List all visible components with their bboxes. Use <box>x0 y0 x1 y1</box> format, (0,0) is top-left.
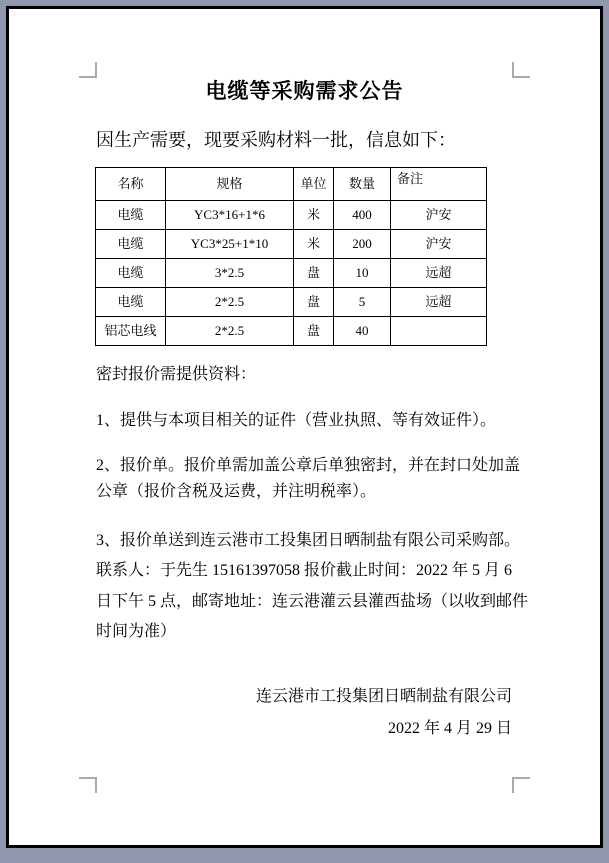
cell-remark: 沪安 <box>391 230 487 259</box>
requirement-item-3-line-3: 日下午 5 点，邮寄地址：连云港灌云县灌西盐场（以收到邮件 <box>96 593 529 610</box>
cell-name: 电缆 <box>96 288 166 317</box>
requirement-item-2-line-1: 2、报价单。报价单需加盖公章后单独密封，并在封口处加盖 <box>96 457 521 474</box>
cell-name: 电缆 <box>96 201 166 230</box>
cell-unit: 盘 <box>294 317 334 346</box>
materials-table <box>95 167 487 346</box>
cell-quantity: 10 <box>334 259 391 288</box>
table-row <box>96 259 487 288</box>
cell-unit: 米 <box>294 201 334 230</box>
crop-mark-top-left-icon <box>79 62 97 78</box>
cell-spec: 3*2.5 <box>166 259 294 288</box>
cell-quantity: 5 <box>334 288 391 317</box>
column-header-quantity: 数量 <box>334 168 391 201</box>
crop-mark-bottom-left-icon <box>79 777 97 793</box>
cell-unit: 盘 <box>294 259 334 288</box>
cell-spec: 2*2.5 <box>166 317 294 346</box>
requirement-item-2-line-2: 公章（报价含税及运费，并注明税率）。 <box>96 483 377 500</box>
document-page <box>6 6 603 848</box>
column-header-name: 名称 <box>96 168 166 201</box>
column-header-unit: 单位 <box>294 168 334 201</box>
page-title: 电缆等采购需求公告 <box>205 79 404 103</box>
cell-quantity: 200 <box>334 230 391 259</box>
requirement-item-3-line-4: 时间为准） <box>96 623 177 640</box>
table-row <box>96 317 487 346</box>
column-header-remark: 备注 <box>391 168 487 201</box>
cell-quantity: 40 <box>334 317 391 346</box>
signature-date: 2022 年 4 月 29 日 <box>387 720 512 737</box>
table-row <box>96 201 487 230</box>
cell-name: 铝芯电线 <box>96 317 166 346</box>
cell-spec: YC3*25+1*10 <box>166 230 294 259</box>
table-row <box>96 230 487 259</box>
requirement-item-1: 1、提供与本项目相关的证件（营业执照、等有效证件）。 <box>96 412 497 429</box>
cell-spec: YC3*16+1*6 <box>166 201 294 230</box>
cell-spec: 2*2.5 <box>166 288 294 317</box>
requirement-item-3-line-1: 3、报价单送到连云港市工投集团日晒制盐有限公司采购部。 <box>96 532 521 549</box>
cell-name: 电缆 <box>96 259 166 288</box>
table-row <box>96 288 487 317</box>
cell-name: 电缆 <box>96 230 166 259</box>
cell-remark: 远超 <box>391 288 487 317</box>
sealed-quote-note: 密封报价需提供资料： <box>96 366 257 383</box>
table-header-row <box>96 168 487 201</box>
cell-unit: 盘 <box>294 288 334 317</box>
cell-remark: 远超 <box>391 259 487 288</box>
intro-paragraph: 因生产需要，现要采购材料一批，信息如下： <box>96 130 456 150</box>
crop-mark-bottom-right-icon <box>512 777 530 793</box>
cell-remark <box>391 317 487 346</box>
cell-quantity: 400 <box>334 201 391 230</box>
column-header-spec: 规格 <box>166 168 294 201</box>
cell-remark: 沪安 <box>391 201 487 230</box>
signature-company: 连云港市工投集团日晒制盐有限公司 <box>255 688 512 705</box>
cell-unit: 米 <box>294 230 334 259</box>
requirement-item-3-line-2: 联系人：于先生 15161397058 报价截止时间：2022 年 5 月 6 <box>96 562 513 579</box>
crop-mark-top-right-icon <box>512 62 530 78</box>
